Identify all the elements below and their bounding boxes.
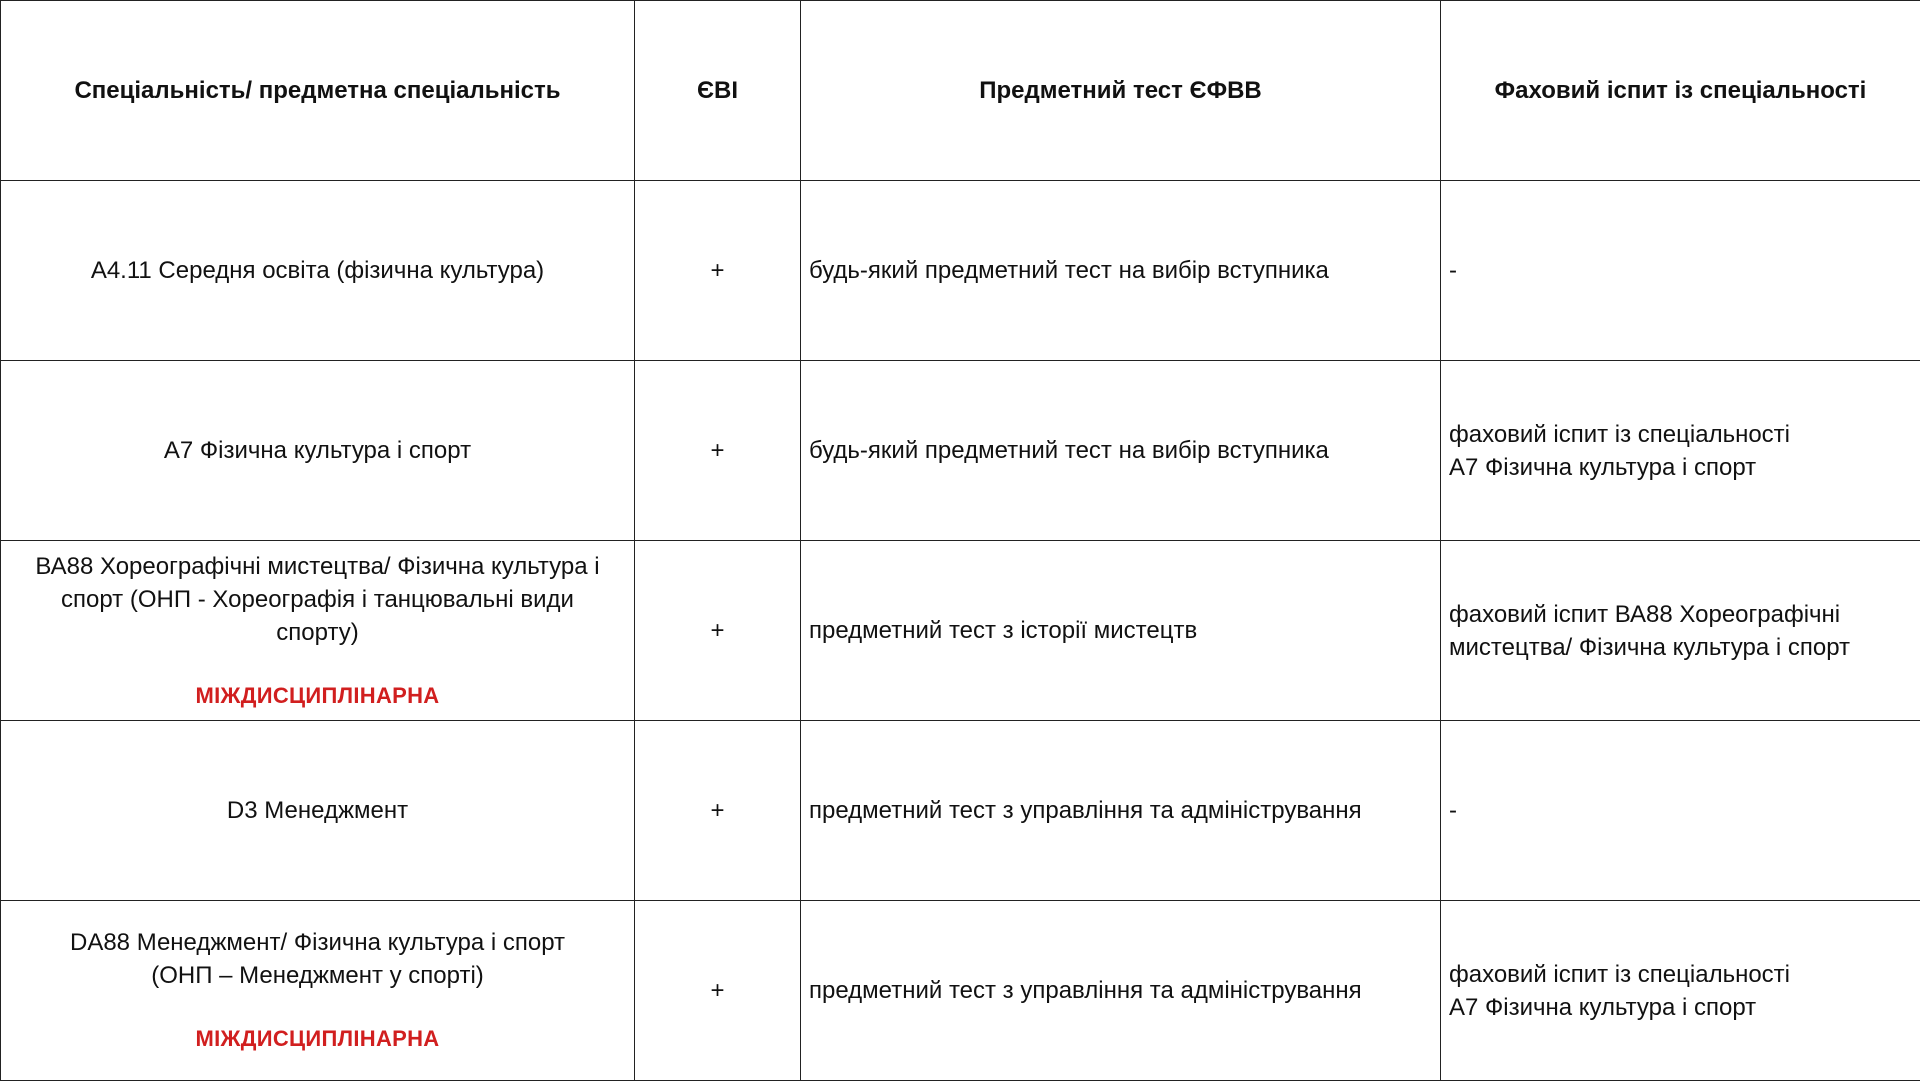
exam-line: фаховий іспит із спеціальності xyxy=(1449,418,1912,451)
interdisciplinary-tag: МІЖДИСЦИПЛІНАРНА xyxy=(9,1022,626,1055)
exam-line: - xyxy=(1449,254,1912,287)
specialty-cell xyxy=(1,181,635,361)
evi-cell: + xyxy=(635,361,801,541)
table-row xyxy=(1,721,1920,901)
table-row xyxy=(1,181,1920,361)
specialty-cell xyxy=(1,541,635,721)
specialty-name: А4.11 Середня освіта (фізична культура) xyxy=(9,254,626,287)
evi-cell: + xyxy=(635,721,801,901)
specialty-name: D3 Менеджмент xyxy=(9,794,626,827)
header-evi: ЄВІ xyxy=(635,1,801,181)
specialty-cell xyxy=(1,721,635,901)
specialty-name-cont: спорту) xyxy=(9,616,626,649)
specialty-name-cont: спорт (ОНП - Хореографія і танцювальні види xyxy=(9,583,626,616)
specialty-cell xyxy=(1,901,635,1081)
subject-test-cell: будь-який предметний тест на вибір вступника xyxy=(801,181,1441,361)
interdisciplinary-tag: МІЖДИСЦИПЛІНАРНА xyxy=(9,679,626,712)
professional-exam-cell xyxy=(1441,901,1920,1081)
specialty-name: DA88 Менеджмент/ Фізична культура і спорт xyxy=(9,926,626,959)
exam-line: А7 Фізична культура і спорт xyxy=(1449,991,1912,1024)
subject-test-cell: предметний тест з історії мистецтв xyxy=(801,541,1441,721)
exam-line: фаховий іспит із спеціальності xyxy=(1449,958,1912,991)
evi-cell: + xyxy=(635,181,801,361)
table-row xyxy=(1,901,1920,1081)
professional-exam-cell xyxy=(1441,361,1920,541)
subject-test-cell: предметний тест з управління та адміністрування xyxy=(801,721,1441,901)
evi-cell: + xyxy=(635,901,801,1081)
exam-line: - xyxy=(1449,794,1912,827)
header-specialty: Спеціальність/ предметна спеціальність xyxy=(1,1,635,181)
specialty-cell xyxy=(1,361,635,541)
exam-line: фаховий іспит ВА88 Хореографічні xyxy=(1449,598,1912,631)
subject-test-cell: будь-який предметний тест на вибір вступника xyxy=(801,361,1441,541)
table-row xyxy=(1,361,1920,541)
specialty-name: ВА88 Хореографічні мистецтва/ Фізична культура і xyxy=(9,550,626,583)
table-header-row xyxy=(1,1,1920,181)
specialty-name: А7 Фізична культура і спорт xyxy=(9,434,626,467)
specialty-name-cont: (ОНП – Менеджмент у спорті) xyxy=(9,959,626,992)
professional-exam-cell xyxy=(1441,181,1920,361)
exam-line: мистецтва/ Фізична культура і спорт xyxy=(1449,631,1912,664)
professional-exam-cell xyxy=(1441,721,1920,901)
evi-cell: + xyxy=(635,541,801,721)
subject-test-cell: предметний тест з управління та адміністрування xyxy=(801,901,1441,1081)
header-professional-exam: Фаховий іспит із спеціальності xyxy=(1441,1,1920,181)
table-row xyxy=(1,541,1920,721)
professional-exam-cell xyxy=(1441,541,1920,721)
header-subject-test: Предметний тест ЄФВВ xyxy=(801,1,1441,181)
exam-line: А7 Фізична культура і спорт xyxy=(1449,451,1912,484)
